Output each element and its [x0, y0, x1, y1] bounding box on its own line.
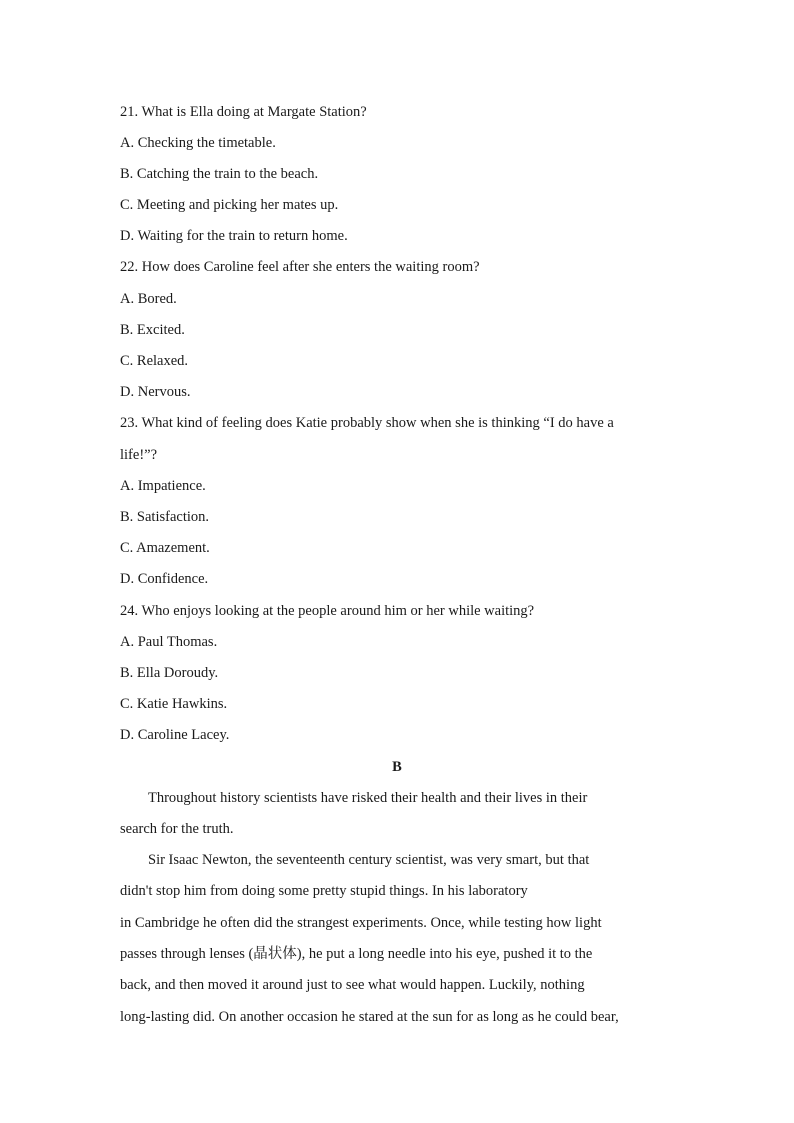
paragraph-line: Sir Isaac Newton, the seventeenth century scientist, was very smart, but that: [148, 852, 590, 868]
option-24-a: A. Paul Thomas.: [120, 634, 218, 650]
question-stem: What kind of feeling does Katie probably show when she is thinking “I do have a: [141, 415, 614, 431]
option-24-d: D. Caroline Lacey.: [120, 727, 230, 743]
option-23-a: A. Impatience.: [120, 478, 206, 494]
question-number: 23.: [120, 415, 139, 431]
question-21: [120, 102, 367, 122]
option-21-a: A. Checking the timetable.: [120, 135, 276, 151]
paragraph-line: passes through lenses (晶状体), he put a long needle into his eye, pushed it to the: [120, 946, 593, 962]
question-number: 22.: [120, 259, 139, 275]
option-24-c: C. Katie Hawkins.: [120, 696, 228, 712]
paragraph-line: didn't stop him from doing some pretty stupid things. In his laboratory: [120, 883, 528, 899]
paragraph-line: Throughout history scientists have risked their health and their lives in their: [148, 790, 588, 806]
question-22: [120, 257, 480, 277]
option-22-d: D. Nervous.: [120, 384, 191, 400]
option-22-a: A. Bored.: [120, 291, 177, 307]
question-23-continuation: life!”?: [120, 447, 158, 463]
option-23-b: B. Satisfaction.: [120, 509, 210, 525]
question-number: 21.: [120, 104, 139, 120]
question-24: [120, 601, 534, 621]
option-23-c: C. Amazement.: [120, 540, 210, 556]
question-23: [120, 413, 614, 433]
section-heading: B: [392, 759, 402, 775]
question-stem: What is Ella doing at Margate Station?: [141, 104, 367, 120]
option-23-d: D. Confidence.: [120, 571, 209, 587]
option-21-b: B. Catching the train to the beach.: [120, 166, 319, 182]
question-number: 24.: [120, 603, 139, 619]
option-21-d: D. Waiting for the train to return home.: [120, 228, 348, 244]
paragraph-line: back, and then moved it around just to see what would happen. Luckily, nothing: [120, 977, 585, 993]
option-24-b: B. Ella Doroudy.: [120, 665, 219, 681]
paragraph-line: long-lasting did. On another occasion he stared at the sun for as long as he could bear,: [120, 1009, 619, 1025]
paragraph-line: in Cambridge he often did the strangest experiments. Once, while testing how light: [120, 915, 602, 931]
option-22-b: B. Excited.: [120, 322, 185, 338]
question-stem: Who enjoys looking at the people around him or her while waiting?: [141, 603, 535, 619]
option-22-c: C. Relaxed.: [120, 353, 189, 369]
option-21-c: C. Meeting and picking her mates up.: [120, 197, 339, 213]
question-stem: How does Caroline feel after she enters the waiting room?: [141, 259, 480, 275]
paragraph-line: search for the truth.: [120, 821, 234, 837]
